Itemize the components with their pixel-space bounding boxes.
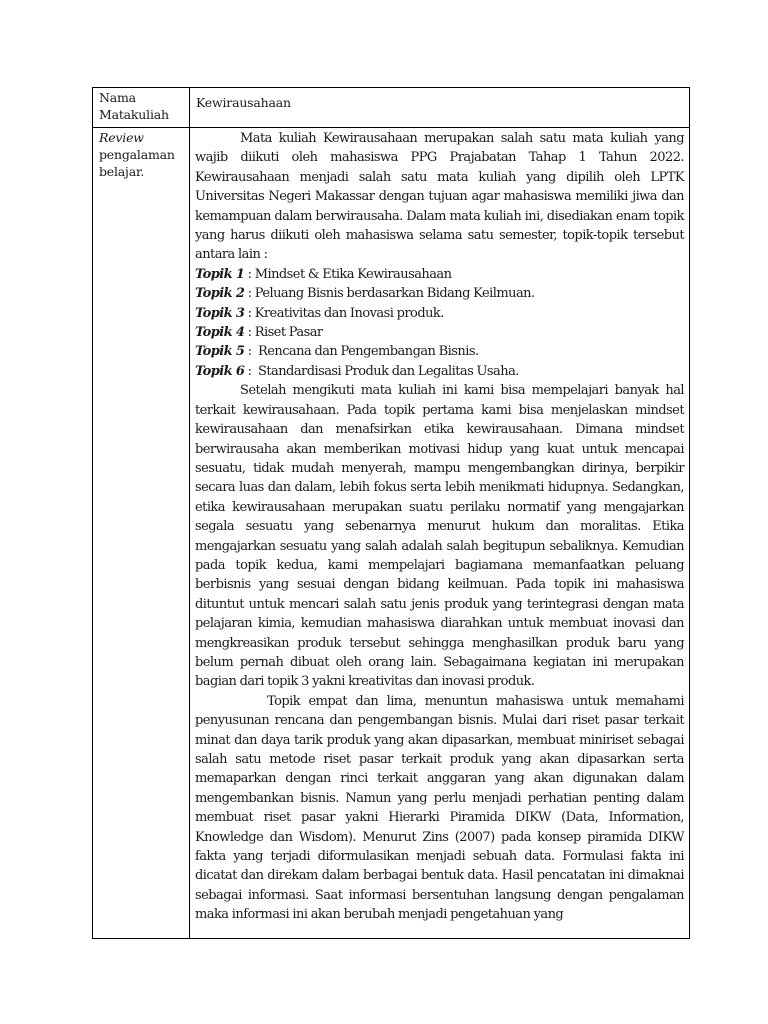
- body-paragraph-3: Topik empat dan lima, menuntun mahasiswa untuk memahami penyusunan rencana dan pengembangan bisnis. Mulai dari riset pasar terkait minat dan daya tarik produk yang akan dipasarkan, membuat miniriset sebagai salah satu metode riset pasar terkait produk yang akan dipasarkan serta memaparkan dengan rinci terkait anggaran yang akan digunakan dalam mengembankan bisnis. Namun yang perlu menjadi perhatian penting dalam membuat riset pasar yakni Hierarki Piramida DIKW (Data, Information, Knowledge dan Wisdom). Menurut Zins (2007) pada konsep piramida DIKW fakta yang terjadi diformulasikan menjadi sebuah data. Formulasi fakta ini dicatat dan direkam dalam berbagai bentuk data. Hasil pencatatan ini dimaknai sebagai informasi. Saat informasi bersentuhan langsung dengan pengalaman maka informasi ini akan berubah menjadi pengetahuan yang: [195, 693, 684, 923]
- topic-label: Topik 3: [195, 305, 245, 321]
- topic-separator: :: [244, 266, 255, 282]
- course-name-value: Kewirausahaan: [190, 88, 690, 128]
- topic-item: [195, 304, 684, 323]
- topic-item: [195, 362, 684, 381]
- topic-text: Standardisasi Produk dan Legalitas Usaha.: [258, 363, 519, 379]
- topic-separator: :: [244, 286, 255, 302]
- topic-text: Rencana dan Pengembangan Bisnis.: [258, 344, 479, 360]
- topic-label: Topik 1: [195, 266, 245, 282]
- review-content-cell: [190, 128, 690, 939]
- topic-text: Kreativitas dan Inovasi produk.: [254, 305, 444, 321]
- review-label: [93, 128, 190, 939]
- topic-label: Topik 6: [195, 363, 245, 379]
- intro-paragraph: Mata kuliah Kewirausahaan merupakan salah satu mata kuliah yang wajib diikuti oleh mahasiswa PPG Prajabatan Tahap 1 Tahun 2022. Kewirausahaan menjadi salah satu mata kuliah yang dipilih oleh LPTK Universitas Negeri Makassar dengan tujuan agar mahasiswa memiliki jiwa dan kemampuan dalam berwirausaha. Dalam mata kuliah ini, disediakan enam topik yang harus diikuti oleh mahasiswa selama satu semester, topik-topik tersebut antara lain :: [195, 131, 684, 263]
- topic-label: Topik 4: [195, 325, 245, 341]
- course-name-row: [93, 88, 690, 128]
- course-review-table: [92, 87, 690, 939]
- topic-item: [195, 323, 684, 342]
- topic-label: Topik 2: [195, 286, 245, 302]
- topic-separator: :: [244, 344, 258, 360]
- review-label-rest: pengalaman belajar.: [99, 147, 175, 179]
- topic-text: Mindset & Etika Kewirausahaan: [254, 266, 452, 282]
- topic-separator: :: [244, 305, 255, 321]
- topic-item: [195, 265, 684, 284]
- topic-text: Peluang Bisnis berdasarkan Bidang Keilmuan.: [254, 286, 535, 302]
- body-paragraph-2: Setelah mengikuti mata kuliah ini kami bisa mempelajari banyak hal terkait kewirausahaan. Pada topik pertama kami bisa menjelaskan mindset kewirausahaan dan menafsirkan etika kewirausahaan. Dimana mindset berwirausaha akan memberikan motivasi hidup yang kuat untuk mencapai sesuatu, tidak mudah menyerah, mampu mengembangkan dirinya, berpikir secara luas dan dalam, lebih fokus serta lebih menikmati hidupnya. Sedangkan, etika kewirausahaan merupakan suatu perilaku normatif yang mengajarkan segala sesuatu yang sebenarnya menurut hukum dan moralitas. Etika mengajarkan sesuatu yang salah adalah salah begitupun sebaliknya. Kemudian pada topik kedua, kami mempelajari bagiamana memanfaatkan peluang berbisnis yang sesuai dengan bidang keilmuan. Pada topik ini mahasiswa dituntut untuk mencari salah satu jenis produk yang terintegrasi dengan mata pelajaran kimia, kemudian mahasiswa diarahkan untuk membuat inovasi dan mengkreasikan produk tersebut sehingga menghasilkan produk baru yang belum pernah dibuat oleh orang lain. Sebagaimana kegiatan ini merupakan bagian dari topik 3 yakni kreativitas dan inovasi produk.: [195, 383, 684, 690]
- topic-text: Riset Pasar: [254, 325, 323, 341]
- review-label-italic: Review: [99, 130, 144, 145]
- topic-item: [195, 342, 684, 361]
- review-row: [93, 128, 690, 939]
- topic-separator: :: [244, 363, 258, 379]
- course-name-label: Nama Matakuliah: [93, 88, 190, 128]
- topic-label: Topik 5: [195, 344, 245, 360]
- review-content: [190, 128, 689, 937]
- topic-separator: :: [244, 325, 255, 341]
- topic-item: [195, 284, 684, 303]
